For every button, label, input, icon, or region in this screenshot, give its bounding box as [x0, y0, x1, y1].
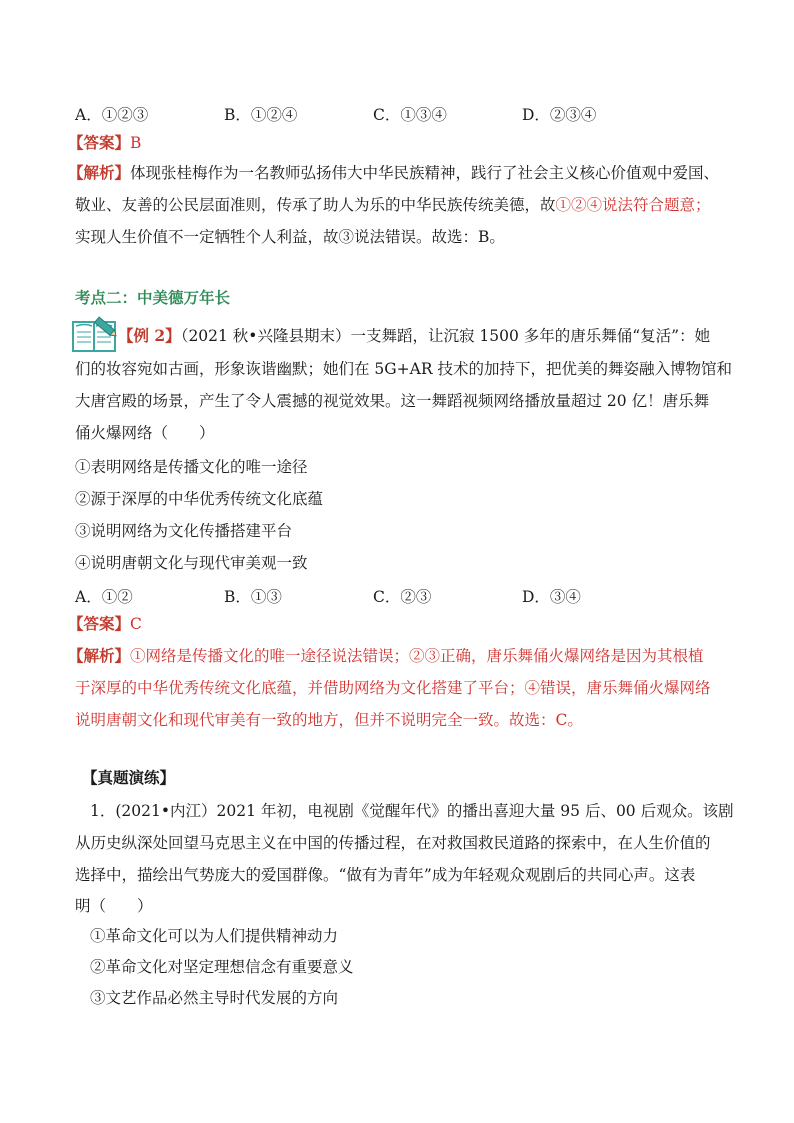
example2-option-d: D．③④ — [522, 588, 581, 606]
book-pencil-icon — [72, 316, 118, 352]
example2-line1: 【例 2】（2021 秋•兴隆县期末）一支舞蹈，让沉寂 1500 多年的唐乐舞俑“复活”：她 — [118, 326, 711, 345]
q1-answer — [68, 133, 141, 153]
analysis-label: 【解析】 — [68, 646, 131, 665]
answer-label: 【答案】 — [68, 133, 131, 152]
q1-option-c: C．①③④ — [373, 106, 447, 124]
practice-q1-line4: 明（ ） — [75, 897, 153, 915]
practice-q1-line3: 选择中，描绘出气势庞大的爱国群像。“做有为青年”成为年轻观众观剧后的共同心声。这表 — [75, 866, 696, 884]
example2-statement-4: ④说明唐朝文化与现代审美观一致 — [75, 554, 308, 572]
example2-statement-3: ③说明网络为文化传播搭建平台 — [75, 522, 293, 540]
practice-q1-line1: 1．(2021•内江）2021 年初，电视剧《觉醒年代》的播出喜迎大量 95 后、00 后观众。该剧 — [90, 802, 734, 820]
analysis-label: 【解析】 — [68, 163, 131, 182]
practice-q1-line2: 从历史纵深处回望马克思主义在中国的传播过程，在对救国救民道路的探索中，在人生价值的 — [75, 834, 711, 852]
q1-option-a: A．①②③ — [75, 106, 149, 124]
q1-analysis-line1: 【解析】体现张桂梅作为一名教师弘扬伟大中华民族精神，践行了社会主义核心价值观中爱国、 — [68, 163, 720, 182]
q1-analysis-line2: 敬业、友善的公民层面准则，传承了助人为乐的中华民族传统美德，故①②④说法符合题意； — [75, 196, 711, 214]
example2-answer — [68, 614, 142, 634]
answer-value: B — [130, 134, 142, 152]
q1-analysis-line3: 实现人生价值不一定牺牲个人利益，故③说法错误。故选：B。 — [75, 228, 505, 246]
q1-option-b: B．①②④ — [224, 106, 298, 124]
practice-statement-3: ③文艺作品必然主导时代发展的方向 — [90, 989, 339, 1007]
practice-title: 【真题演练】 — [82, 768, 176, 787]
example2-analysis-line2: 于深厚的中华优秀传统文化底蕴，并借助网络为文化搭建了平台；④错误，唐乐舞俑火爆网络 — [75, 679, 711, 697]
practice-statement-2: ②革命文化对坚定理想信念有重要意义 — [90, 958, 354, 976]
example2-line3: 大唐宫殿的场景，产生了令人震撼的视觉效果。这一舞蹈视频网络播放量超过 20 亿！唐乐舞 — [75, 392, 710, 410]
example2-option-a: A．①② — [75, 588, 133, 606]
example2-analysis-line1: 【解析】①网络是传播文化的唯一途径说法错误；②③正确，唐乐舞俑火爆网络是因为其根植 — [68, 646, 704, 665]
example2-analysis-line3: 说明唐朝文化和现代审美有一致的地方，但并不说明完全一致。故选：C。 — [75, 711, 583, 729]
example2-statement-2: ②源于深厚的中华优秀传统文化底蕴 — [75, 490, 324, 508]
practice-statement-1: ①革命文化可以为人们提供精神动力 — [90, 927, 339, 945]
section-title: 考点二：中美德万年长 — [75, 288, 231, 307]
answer-value: C — [130, 615, 142, 633]
example2-line4: 俑火爆网络（ ） — [75, 424, 215, 442]
answer-label: 【答案】 — [68, 614, 131, 633]
example2-statement-1: ①表明网络是传播文化的唯一途径 — [75, 458, 308, 476]
example2-line2: 们的妆容宛如古画，形象诙谐幽默；她们在 5G+AR 技术的加持下，把优美的舞姿融入博物馆和 — [75, 360, 732, 378]
example2-option-c: C．②③ — [373, 588, 432, 606]
example2-label: 【例 2】 — [118, 326, 181, 345]
example2-option-b: B．①③ — [224, 588, 282, 606]
q1-option-d: D．②③④ — [522, 106, 597, 124]
